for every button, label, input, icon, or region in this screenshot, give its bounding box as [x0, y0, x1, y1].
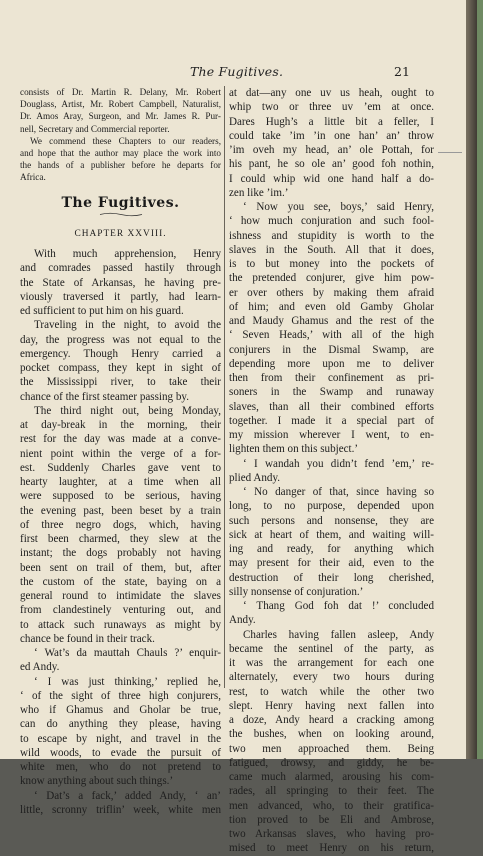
text-line: rades, all springing to their feet. The [229, 785, 434, 798]
margin-pencil-mark [438, 152, 462, 153]
text-line: rest, to watch while the other two [229, 685, 434, 698]
text-line: tion proved to be Eli and Ambrose, [229, 813, 434, 826]
text-line: hearty laughter, at a time when all [20, 476, 221, 489]
text-line: ‘ of the sight of three high conjurers, [20, 689, 221, 702]
text-line: nient point within the verge of a for- [20, 447, 221, 460]
text-line: to attack such runaways as might by [20, 618, 221, 631]
text-line: I could whip wid one hand half a do- [229, 172, 434, 185]
text-line: ‘ how much conjuration and such fool- [229, 215, 434, 228]
text-line: his pant, he so ole an’ good foh nothin, [229, 158, 434, 171]
text-line: instant; the dogs probably not having [20, 547, 221, 560]
text-line: The third night out, being Monday, [34, 404, 221, 417]
text-line: together. I made it a special part of [229, 414, 434, 427]
text-line: a doze, Andy heard a cracking among [229, 714, 434, 726]
notice-line: We commend these Chapters to our readers, [30, 135, 221, 146]
text-line: at dat—any one uv us heah, ought to [229, 87, 434, 99]
text-line: viously traversed it partly, had learn- [20, 290, 221, 303]
text-line: ‘ Now you see, boys,’ said Henry, [243, 201, 434, 213]
text-line: became the sentinel of the party, as [229, 642, 434, 655]
text-line: the evening past, been beset by a train [20, 504, 221, 517]
text-line: ‘ I wandah you didn’t fend ’em,’ re- [243, 457, 434, 470]
text-line: little, scronny triflin’ week, white men [20, 803, 221, 816]
chapter-heading: CHAPTER XXVIII. [74, 228, 167, 239]
text-line: day, the progress was not equal to the [20, 333, 221, 346]
text-line: first been charmed, they slew at the [20, 533, 221, 546]
page-number: 21 [394, 64, 410, 79]
text-line: general round to intimidate the slaves [20, 590, 221, 603]
book-cover-edge [477, 0, 483, 759]
text-line: ed sufficient to put him on his guard. [20, 305, 184, 318]
text-line: pocket compass, they kept in sight of [20, 362, 221, 375]
text-line: can do anything they please, having [20, 718, 221, 731]
text-line: sick at heart of them, and waiting will- [229, 528, 434, 541]
running-head-title: The Fugitives. [190, 64, 284, 79]
book-page-edge [466, 0, 477, 759]
text-line: wild woods, to evade the pursuit of [20, 746, 221, 759]
text-line: chance be found in their track. [20, 632, 155, 645]
text-line: rest for the day was made at a conve- [20, 433, 221, 446]
text-line: to escape by night, and travel in the [20, 732, 221, 745]
text-line: ‘ Thang God foh dat !’ concluded [243, 600, 434, 612]
text-line: from clandestinely venturing out, and [20, 604, 221, 617]
text-line: the Mississippi river, to take their [20, 376, 221, 389]
text-line: it was the arrangement for each one [229, 657, 434, 669]
text-line: plied Andy. [229, 471, 281, 484]
text-line: Charles having fallen asleep, Andy [243, 628, 434, 641]
notice-line: and hope that the author may place the work into [20, 148, 221, 159]
text-line: men advanced, who, to their gratifica- [229, 799, 434, 812]
text-line: slaves in the South. All that it does, [229, 243, 434, 256]
text-line: is to but money into the pockets of [229, 258, 434, 270]
notice-line: Dr. Amos Aray, Surgeon, and Mr. James R. Pur- [20, 111, 221, 122]
notice-line: Douglass, Artist, Mr. Robert Campbell, Naturalist, [20, 99, 221, 110]
text-line: ed Andy. [20, 661, 60, 674]
section-heading [20, 196, 221, 242]
text-line: silly nonsense of conjuration.’ [229, 585, 364, 598]
title-flourish-ornament [99, 212, 143, 217]
text-line: two men approached them. Being [229, 742, 434, 755]
text-line: ‘ Seven Heads,’ with all of the high [229, 329, 434, 342]
text-line: With much apprehension, Henry [34, 248, 221, 261]
text-line: conjurers in the Dismal Swamp, are [229, 343, 434, 356]
text-line: such persons and nonsense, they are [229, 514, 434, 527]
text-line: the State of Arkansas, he having pre- [20, 276, 221, 289]
text-line: mised to meet Henry on his return, [229, 842, 434, 855]
notice-line: consists of Dr. Martin R. Delany, Mr. Robert [20, 87, 221, 97]
text-line: chance of the first steamer passing by. [20, 390, 190, 403]
text-line: emergency. Though Henry carried a [20, 347, 221, 360]
text-line: the pretended conjurer, give him pow- [229, 272, 434, 285]
text-line: may present for their aid, even to the [229, 557, 434, 570]
text-line: ishness and stupidity is worth to the [229, 229, 434, 242]
text-line: ‘ No danger of that, since having so [243, 486, 434, 498]
text-line: could take ’im ’in one han’ an’ throw [229, 129, 434, 142]
left-column [20, 86, 221, 817]
editorial-notice [20, 86, 221, 184]
text-line: two Arkansas slaves, who having pro- [229, 828, 434, 840]
text-line: ‘ I was just thinking,’ replied he, [34, 675, 221, 688]
text-line: white men, who do not pretend to [20, 761, 221, 774]
text-line: at day-break in the morning, their [20, 419, 221, 432]
text-line: est. Suddenly Charles gave vent to [20, 461, 221, 474]
text-line: destruction of their long cherished, [229, 571, 434, 584]
column-divider [224, 86, 225, 688]
section-title: The Fugitives. [61, 194, 180, 211]
text-line: who if Ghamus and Gholar be true, [20, 704, 221, 717]
text-line: whip two or three uv ’em at once. [229, 101, 434, 114]
text-line: the bushes, when on looking around, [229, 728, 434, 741]
text-line: came much alarmed, arousing his com- [229, 771, 434, 783]
text-line: depending more upon me to deliver [229, 357, 434, 370]
notice-line: nell, Secretary and Commercial reporter. [20, 123, 170, 134]
text-line: been sent on trail of them, but, after [20, 561, 221, 574]
text-line: Dares Hugh’s a little bit a feller, I [229, 115, 434, 128]
text-line: ‘ Dat’s a fack,’ added Andy, ‘ an’ [34, 789, 221, 802]
text-line: of three negro dogs, which, having [20, 518, 221, 531]
text-line: and Maudy Ghamus and the rest of the [229, 315, 434, 327]
text-line: fatigued, drowsy, and giddy, he be- [229, 756, 434, 769]
left-body-text [20, 247, 221, 817]
text-line: soners in the Swamp and runaway [229, 386, 434, 399]
text-line: lighten them on this subject.’ [229, 443, 359, 456]
text-line: Andy. [229, 614, 256, 627]
text-line: ‘ Wat’s da mauttah Chauls ?’ enquir- [34, 647, 221, 660]
text-line: alternately, every two hours during [229, 671, 434, 684]
text-line: my mission wherever I went, to en- [229, 429, 434, 441]
text-line: were supposed to be serious, having [20, 490, 221, 503]
text-line: er over others by making them afraid [229, 286, 434, 299]
text-line: ing and ready, for anything which [229, 543, 434, 555]
text-line: and comrades passed hastily through [20, 262, 221, 275]
text-line: long, to no purpose, depended upon [229, 500, 434, 513]
text-line: then from their confinement as pri- [229, 372, 434, 384]
notice-line: Africa. [20, 172, 46, 183]
text-line: Traveling in the night, to avoid the [34, 319, 221, 332]
right-column [229, 86, 434, 856]
text-line: know anything about such things.’ [20, 775, 174, 788]
text-line: the custom of the state, baying on a [20, 575, 221, 588]
text-line: slept. Henry having next fallen into [229, 699, 434, 712]
text-line: ’im oveh my head, an’ ole Pottah, for [229, 144, 434, 156]
notice-line: the hands of a publisher before he departs for [20, 160, 221, 171]
text-line: zen like ’im.’ [229, 186, 289, 199]
text-line: of him; and even old Gamby Gholar [229, 300, 434, 313]
text-line: slaves, than all their combined efforts [229, 400, 434, 413]
